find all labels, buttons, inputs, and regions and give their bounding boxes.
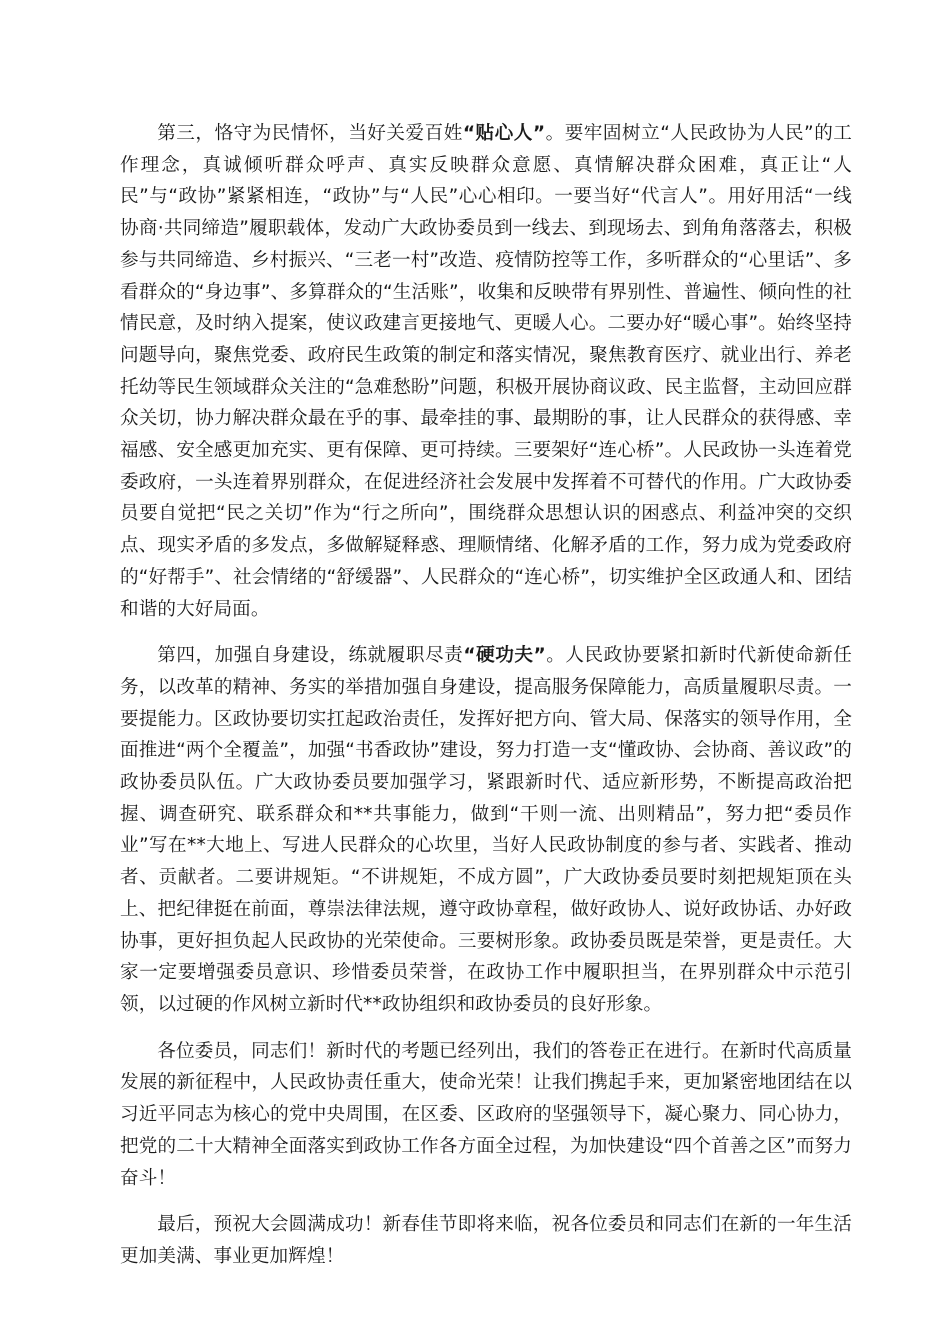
paragraph-fourth bbox=[120, 640, 852, 1020]
paragraph-final-wishes bbox=[120, 1209, 852, 1272]
paragraph-lead: 第三，恪守为民情怀，当好关爱百姓 bbox=[157, 123, 463, 144]
document-body bbox=[120, 118, 852, 1288]
paragraph-text: 最后，预祝大会圆满成功！新春佳节即将来临，祝各位委员和同志们在新的一年生活更加美满、事业更加辉煌！ bbox=[120, 1214, 852, 1267]
paragraph-lead: 第四，加强自身建设，练就履职尽责 bbox=[157, 645, 464, 667]
paragraph-text: 。要牢固树立“人民政协为人民”的工作理念，真诚倾听群众呼声、真实反映群众意愿、真情解决群众困难，真正让“人民”与“政协”紧紧相连，“政协”与“人民”心心相印。一要当好“代言人”。用好用活“一线协商·共同缔造”履职载体，发动广大政协委员到一线去、到现场去、到角角落落去，积极参与共同缔造、乡村振兴、“三老一村”改造、疫情防控等工作，多听群众的“心里话”、多看群众的“身边事”、多算群众的“生活账”，收集和反映带有界别性、普遍性、倾向性的社情民意，及时纳入提案，使议政建言更接地气、更暖人心。二要办好“暖心事”。始终坚持问题导向，聚焦党委、政府民生政策的制定和落实情况，聚焦教育医疗、就业出行、养老托幼等民生领域群众关注的“急难愁盼”问题，积极开展协商议政、民主监督，主动回应群众关切，协力解决群众最在乎的事、最牵挂的事、最期盼的事，让人民群众的获得感、幸福感、安全感更加充实、更有保障、更可持续。三要架好“连心桥”。人民政协一头连着党委政府，一头连着界别群众，在促进经济社会发展中发挥着不可替代的作用。广大政协委员要自觉把“民之关切”作为“行之所向”，围绕群众思想认识的困惑点、利益冲突的交织点、现实矛盾的多发点，多做解疑释惑、理顺情绪、化解矛盾的工作，努力成为党委政府的“好帮手”、社会情绪的“舒缓器”、人民群众的“连心桥”，切实维护全区政通人和、团结和谐的大好局面。 bbox=[120, 123, 852, 620]
paragraph-text: 。人民政协要紧扣新时代新使命新任务，以改革的精神、务实的举措加强自身建设，提高服务保障能力，高质量履职尽责。一要提能力。区政协要切实扛起政治责任，发挥好把方向、管大局、保落实的领导作用，全面推进“两个全覆盖”，加强“书香政协”建设，努力打造一支“懂政协、会协商、善议政”的政协委员队伍。广大政协委员要加强学习，紧跟新时代、适应新形势，不断提高政治把握、调查研究、联系群众和**共事能力，做到“干则一流、出则精品”，努力把“委员作业”写在**大地上、写进人民群众的心坎里，当好人民政协制度的参与者、实践者、推动者、贡献者。二要讲规矩。“不讲规矩，不成方圆”，广大政协委员要时刻把规矩顶在头上、把纪律挺在前面，尊崇法律法规，遵守政协章程，做好政协人、说好政协话、办好政协事，更好担负起人民政协的光荣使命。三要树形象。政协委员既是荣誉，更是责任。大家一定要增强委员意识、珍惜委员荣誉，在政协工作中履职担当，在界别群众中示范引领，以过硬的作风树立新时代**政协组织和政协委员的良好形象。 bbox=[120, 645, 852, 1015]
paragraph-text: 各位委员，同志们！新时代的考题已经列出，我们的答卷正在进行。在新时代高质量发展的新征程中，人民政协责任重大，使命光荣！让我们携起手来，更加紧密地团结在以习近平同志为核心的党中央周围，在区委、区政府的坚强领导下，凝心聚力、同心协力，把党的二十大精神全面落实到政协工作各方面全过程，为加快建设“四个首善之区”而努力奋斗！ bbox=[120, 1040, 852, 1189]
paragraph-third bbox=[120, 118, 852, 625]
emphasis-phrase: “贴心人” bbox=[462, 123, 546, 144]
paragraph-closing-call bbox=[120, 1036, 852, 1195]
emphasis-phrase: “硬功夫” bbox=[463, 645, 546, 667]
